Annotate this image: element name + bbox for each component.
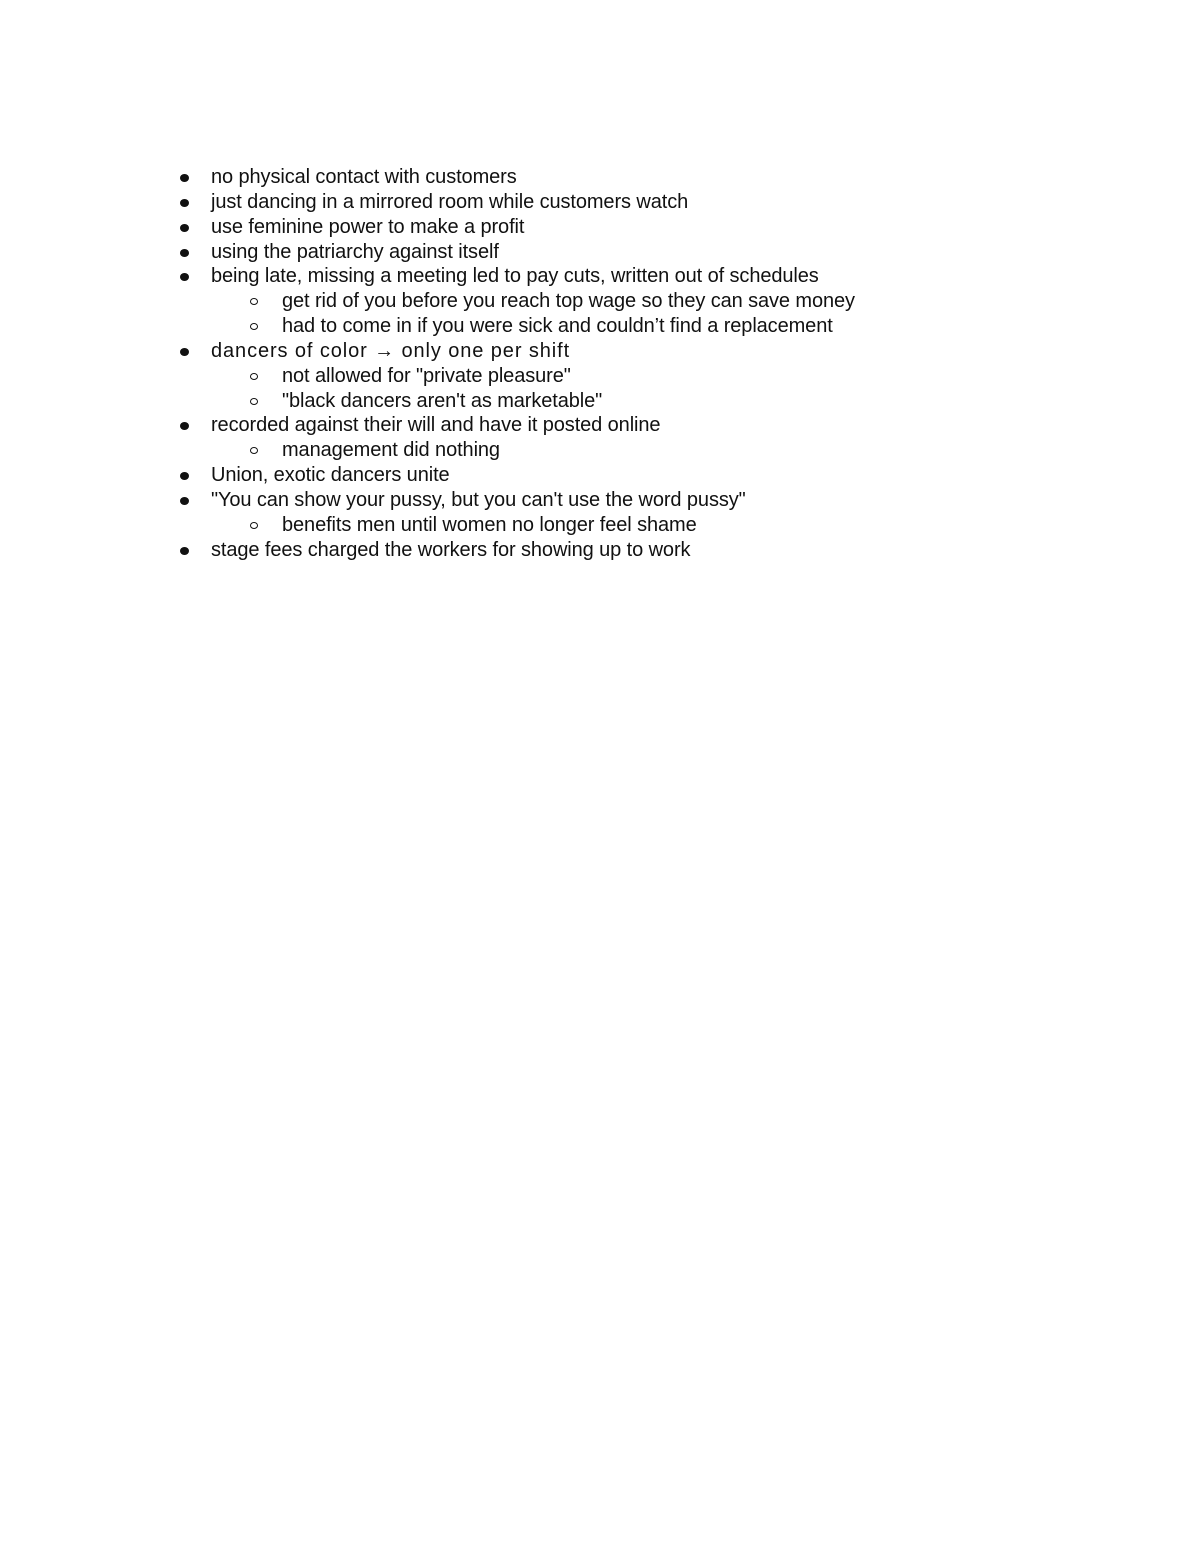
list-item-text: dancers of color → only one per shift — [211, 339, 571, 362]
list-item-text: being late, missing a meeting led to pay cuts, written out of schedules — [211, 265, 819, 288]
sub-list-item — [0, 364, 1200, 389]
bullet-ring-icon — [250, 323, 258, 330]
sub-list-item-text: "black dancers aren't as marketable" — [282, 389, 603, 412]
list-item — [0, 339, 1200, 364]
sub-list-item — [0, 513, 1200, 538]
list-item — [0, 215, 1200, 240]
bullet-dot-icon — [180, 422, 189, 430]
bullet-dot-icon — [180, 199, 189, 207]
list-item-text: stage fees charged the workers for showing up to work — [211, 538, 691, 561]
bullet-ring-icon — [250, 373, 258, 380]
bullet-dot-icon — [180, 174, 189, 182]
bullet-dot-icon — [180, 547, 189, 555]
list-item-text: "You can show your pussy, but you can't use the word pussy" — [211, 488, 746, 511]
bullet-list — [0, 165, 1200, 563]
list-item — [0, 240, 1200, 265]
sub-list-item-text: not allowed for "private pleasure" — [282, 364, 571, 387]
list-item — [0, 463, 1200, 488]
list-item-text: use feminine power to make a profit — [211, 215, 525, 238]
sub-list-item — [0, 438, 1200, 463]
list-item-text: recorded against their will and have it posted online — [211, 414, 661, 437]
sub-list-item-text: management did nothing — [282, 439, 500, 462]
sub-list-item-text: had to come in if you were sick and couldn’t find a replacement — [282, 315, 833, 338]
list-item — [0, 264, 1200, 289]
list-item-text: no physical contact with customers — [211, 166, 517, 188]
sub-list-item — [0, 389, 1200, 414]
bullet-ring-icon — [250, 398, 258, 405]
list-item-text: using the patriarchy against itself — [211, 240, 499, 263]
list-item — [0, 190, 1200, 215]
bullet-ring-icon — [250, 522, 258, 529]
list-item-text: just dancing in a mirrored room while customers watch — [211, 190, 689, 213]
bullet-dot-icon — [180, 472, 189, 480]
list-item — [0, 488, 1200, 513]
list-item — [0, 538, 1200, 563]
list-item-text: Union, exotic dancers unite — [211, 464, 450, 487]
list-item — [0, 413, 1200, 438]
bullet-dot-icon — [180, 249, 189, 257]
sub-list-item-text: get rid of you before you reach top wage so they can save money — [282, 290, 855, 313]
sub-list-item-text: benefits men until women no longer feel shame — [282, 513, 697, 536]
bullet-dot-icon — [180, 224, 189, 232]
sub-list-item — [0, 289, 1200, 314]
bullet-dot-icon — [180, 348, 189, 356]
bullet-ring-icon — [250, 298, 258, 305]
bullet-ring-icon — [250, 447, 258, 454]
bullet-dot-icon — [180, 273, 189, 281]
sub-list-item — [0, 314, 1200, 339]
list-item — [0, 165, 1200, 190]
bullet-dot-icon — [180, 497, 189, 505]
